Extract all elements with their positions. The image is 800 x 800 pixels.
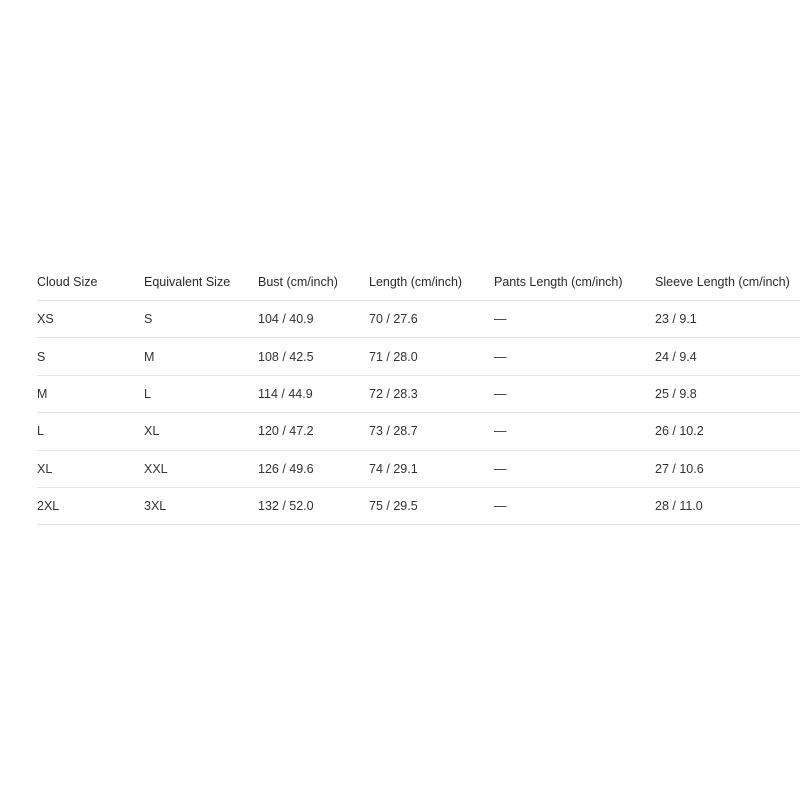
table-header-row	[37, 263, 800, 301]
cell-equivalent-size: XXL	[144, 461, 168, 476]
cell-equivalent-size: M	[144, 349, 155, 364]
cell-bust: 104 / 40.9	[258, 312, 314, 327]
cell-pants-length: —	[494, 349, 507, 364]
cell-sleeve-length: 24 / 9.4	[655, 349, 697, 364]
header-equivalent-size: Equivalent Size	[144, 274, 231, 289]
cell-sleeve-length: 23 / 9.1	[655, 312, 697, 327]
cell-equivalent-size: S	[144, 312, 153, 327]
cell-pants-length: —	[494, 424, 507, 439]
table-row	[37, 338, 800, 375]
cell-bust: 114 / 44.9	[258, 386, 313, 401]
cell-bust: 108 / 42.5	[258, 349, 314, 364]
cell-length: 71 / 28.0	[369, 349, 418, 364]
cell-sleeve-length: 25 / 9.8	[655, 386, 697, 401]
cell-cloud-size: XL	[37, 461, 53, 476]
header-bust: Bust (cm/inch)	[258, 274, 338, 289]
table-row	[37, 376, 800, 413]
cell-cloud-size: L	[37, 424, 44, 439]
cell-pants-length: —	[494, 312, 507, 327]
cell-cloud-size: M	[37, 386, 48, 401]
table-row	[37, 451, 800, 488]
cell-sleeve-length: 26 / 10.2	[655, 424, 704, 439]
cell-bust: 132 / 52.0	[258, 499, 314, 514]
cell-equivalent-size: 3XL	[144, 499, 167, 514]
size-chart-table	[37, 263, 800, 525]
cell-length: 74 / 29.1	[369, 461, 418, 476]
cell-sleeve-length: 28 / 11.0	[655, 499, 703, 514]
cell-bust: 120 / 47.2	[258, 424, 314, 439]
cell-pants-length: —	[494, 499, 507, 514]
header-pants-length: Pants Length (cm/inch)	[494, 274, 623, 289]
cell-pants-length: —	[494, 386, 507, 401]
cell-equivalent-size: L	[144, 386, 151, 401]
header-length: Length (cm/inch)	[369, 274, 463, 289]
table-row	[37, 413, 800, 450]
cell-sleeve-length: 27 / 10.6	[655, 461, 704, 476]
cell-length: 73 / 28.7	[369, 424, 418, 439]
table-row	[37, 488, 800, 525]
cell-length: 70 / 27.6	[369, 312, 418, 327]
header-sleeve-length: Sleeve Length (cm/inch)	[655, 274, 790, 289]
cell-equivalent-size: XL	[144, 424, 160, 439]
cell-length: 72 / 28.3	[369, 386, 418, 401]
cell-pants-length: —	[494, 461, 507, 476]
cell-cloud-size: 2XL	[37, 499, 60, 514]
cell-cloud-size: S	[37, 349, 46, 364]
table-row	[37, 301, 800, 338]
cell-cloud-size: XS	[37, 312, 54, 327]
cell-bust: 126 / 49.6	[258, 461, 314, 476]
header-cloud-size: Cloud Size	[37, 274, 98, 289]
cell-length: 75 / 29.5	[369, 499, 418, 514]
